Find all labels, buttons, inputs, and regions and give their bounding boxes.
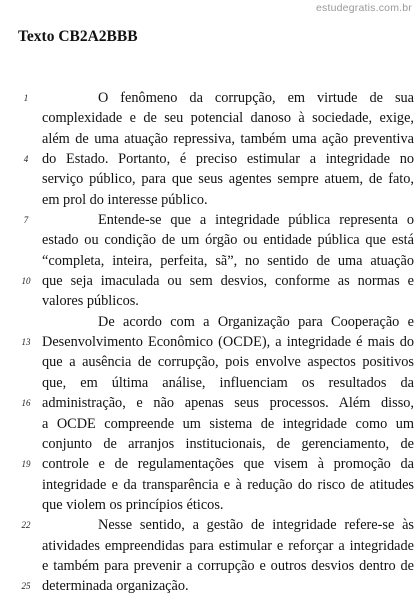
text-line — [0, 271, 416, 291]
text-line — [0, 312, 416, 332]
line-number: 19 — [21, 459, 31, 470]
line-number: 1 — [23, 93, 29, 103]
line-text: controle e de regulamentações que visem à promoção da — [42, 456, 414, 473]
line-text: serviço público, para que seus agentes sempre atuem, de fato, — [42, 171, 414, 188]
text-line — [0, 108, 416, 128]
line-text: valores públicos. — [42, 293, 139, 310]
line-text: que violem os princípios éticos. — [42, 496, 224, 513]
line-number: 25 — [21, 581, 31, 592]
line-number: 10 — [21, 276, 31, 287]
line-text: conjunto de arranjos institucionais, de gerenciamento, de — [42, 435, 414, 452]
text-line — [0, 291, 416, 311]
line-text: Entende-se que a integridade pública representa o — [98, 212, 414, 229]
line-text: estado ou condição de um órgão ou entidade pública que está — [42, 232, 414, 249]
text-line — [0, 190, 416, 210]
line-text: do Estado. Portanto, é preciso estimular a integridade no — [42, 151, 414, 168]
text-line — [0, 475, 416, 495]
line-text: que, em última análise, influenciam os resultados da — [42, 374, 414, 391]
text-line — [0, 556, 416, 576]
text-line — [0, 373, 416, 393]
line-number: 22 — [21, 520, 31, 531]
line-text: que a ausência de corrupção, pois envolve aspectos positivos — [42, 354, 414, 371]
line-text: Nesse sentido, a gestão de integridade refere-se às — [98, 517, 414, 534]
text-title: Texto CB2A2BBB — [18, 28, 138, 45]
line-text: a OCDE compreende um sistema de integridade como um — [42, 415, 414, 432]
line-text: De acordo com a Organização para Cooperação e — [98, 313, 414, 330]
line-text: e também para prevenir a corrupção e outros desvios dentro de — [42, 557, 414, 574]
text-line — [0, 393, 416, 413]
line-text: “completa, inteira, perfeita, sã”, no sentido de uma atuação — [42, 252, 414, 269]
text-line — [0, 536, 416, 556]
text-line — [0, 88, 416, 108]
line-text: que seja imaculada ou sem desvios, conforme as normas e — [42, 273, 414, 290]
text-line — [0, 210, 416, 230]
line-text: atividades empreendidas para estimular e reforçar a integridade — [42, 537, 414, 554]
line-text: O fenômeno da corrupção, em virtude de sua — [98, 90, 414, 106]
line-text: além de uma atuação repressiva, também uma ação preventiva — [42, 130, 414, 147]
text-line — [0, 230, 416, 250]
line-text: Desenvolvimento Econômico (OCDE), a integridade é mais do — [42, 334, 414, 351]
line-text: administração, e não apenas seus processos. Além disso, — [42, 395, 414, 412]
text-line — [0, 332, 416, 352]
line-text: complexidade e de seu potencial danoso à sociedade, exige, — [42, 110, 414, 127]
text-line — [0, 454, 416, 474]
line-number: 13 — [21, 337, 31, 348]
text-line — [0, 414, 416, 434]
text-line — [0, 352, 416, 372]
text-body — [0, 88, 416, 597]
site-watermark: estudegratis.com.br — [315, 2, 412, 14]
line-text: integridade e da transparência e à redução do risco de atitudes — [42, 476, 414, 493]
text-line — [0, 169, 416, 189]
line-number: 7 — [23, 215, 29, 226]
text-line — [0, 129, 416, 149]
text-line — [0, 434, 416, 454]
text-line — [0, 576, 416, 596]
line-text: determinada organização. — [42, 578, 189, 595]
text-line — [0, 495, 416, 515]
text-line — [0, 515, 416, 535]
text-line — [0, 149, 416, 169]
line-text: em prol do interesse público. — [42, 191, 208, 208]
line-number: 4 — [23, 154, 29, 165]
text-line — [0, 251, 416, 271]
line-number: 16 — [21, 398, 31, 409]
